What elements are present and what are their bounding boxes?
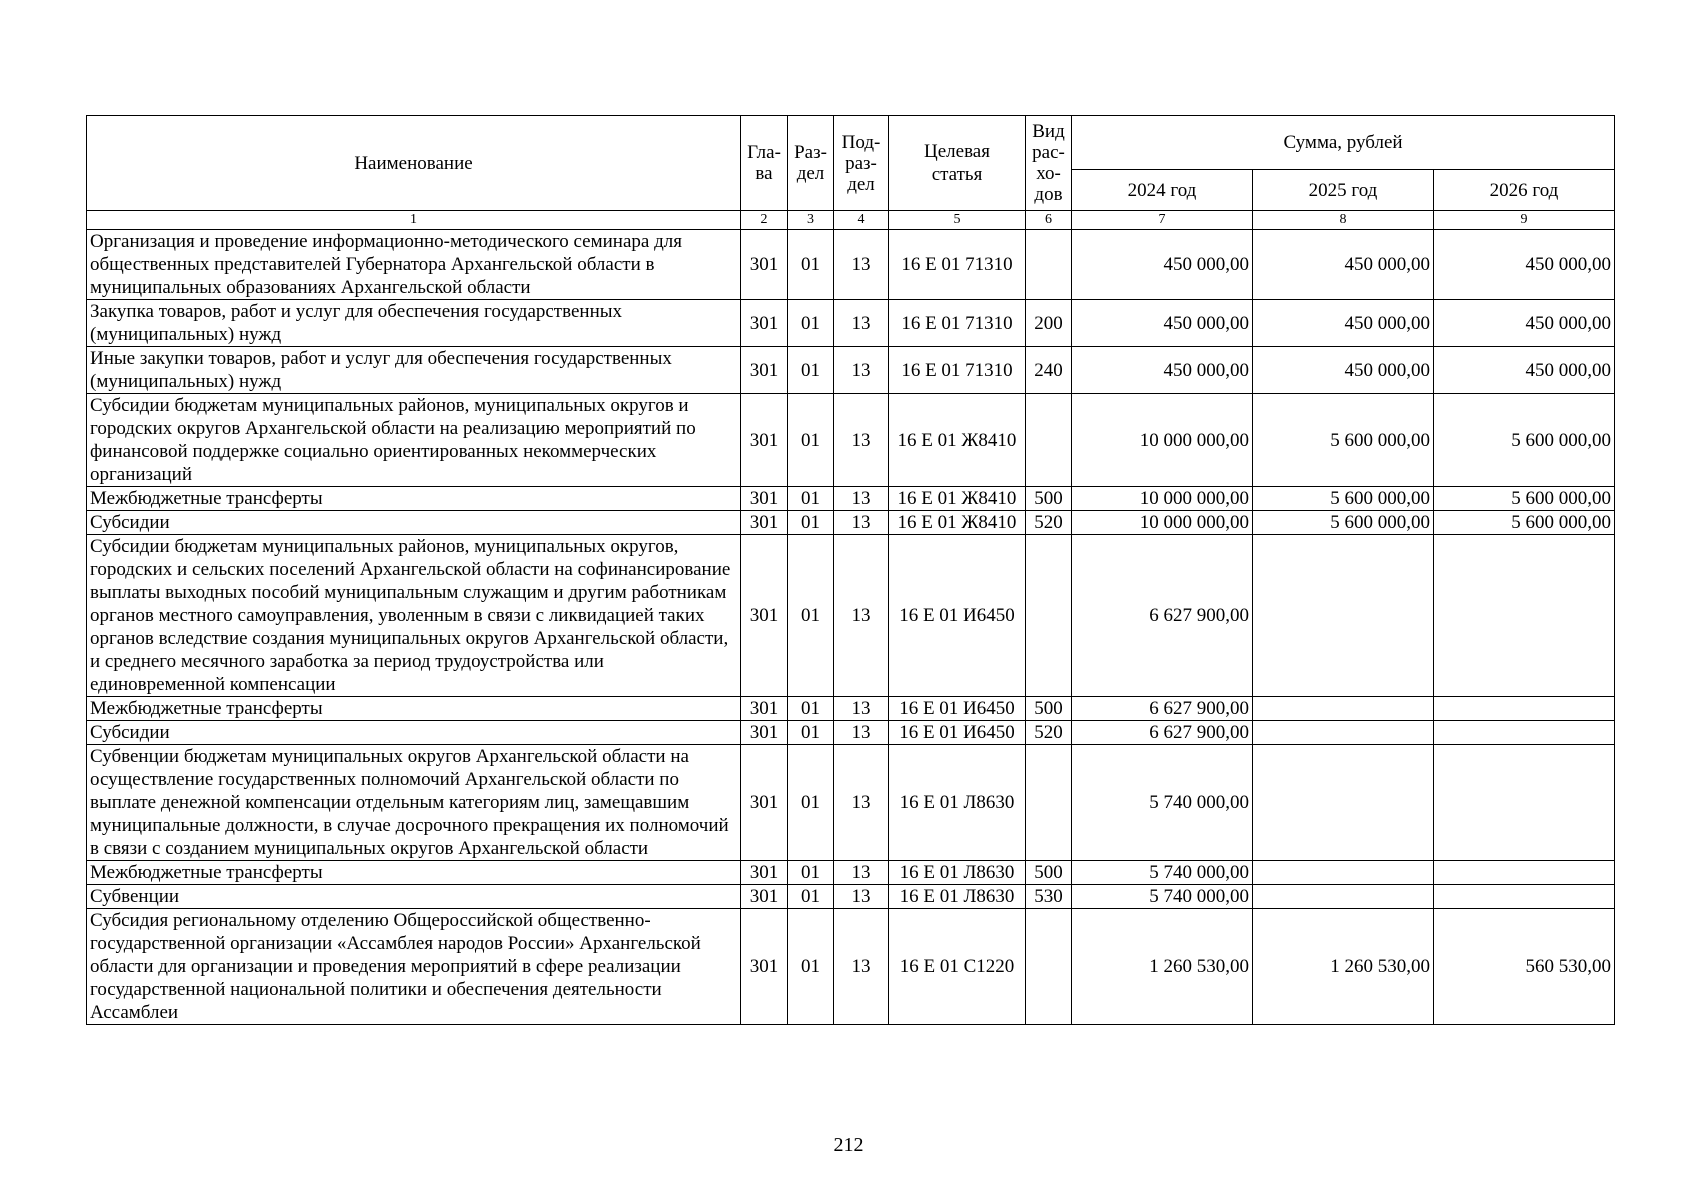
- row-sum-2026: [1434, 697, 1615, 721]
- row-target-article: 16 Е 01 С1220: [889, 909, 1026, 1025]
- row-chapter: 301: [741, 511, 788, 535]
- table-row: [87, 885, 1615, 909]
- row-sum-2026: 5 600 000,00: [1434, 511, 1615, 535]
- row-section: 01: [788, 487, 834, 511]
- row-sum-2024: 1 260 530,00: [1072, 909, 1253, 1025]
- row-expense-type: 500: [1026, 861, 1072, 885]
- row-sum-2025: [1253, 697, 1434, 721]
- row-target-article: 16 Е 01 Ж8410: [889, 487, 1026, 511]
- row-section: 01: [788, 861, 834, 885]
- row-sum-2025: 5 600 000,00: [1253, 394, 1434, 487]
- row-chapter: 301: [741, 721, 788, 745]
- row-subsection: 13: [834, 697, 889, 721]
- column-number: 6: [1026, 211, 1072, 230]
- column-number-row: [87, 211, 1615, 230]
- row-sum-2024: 10 000 000,00: [1072, 394, 1253, 487]
- table-row: [87, 347, 1615, 394]
- row-name: Субвенции бюджетам муниципальных округов Архангельской области на осуществление государственных полномочий Архангельской области по выплате денежной компенсации отдельным категориям лиц, замещавшим муниципальные должности, в случае досрочного прекращения их полномочий в связи с созданием муниципальных округов Архангельской области: [87, 745, 741, 861]
- row-expense-type: [1026, 394, 1072, 487]
- row-sum-2025: 450 000,00: [1253, 300, 1434, 347]
- row-chapter: 301: [741, 535, 788, 697]
- header-chapter: Гла- ва: [741, 116, 788, 211]
- row-target-article: 16 Е 01 Л8630: [889, 885, 1026, 909]
- row-chapter: 301: [741, 300, 788, 347]
- column-number: 7: [1072, 211, 1253, 230]
- row-sum-2026: 450 000,00: [1434, 230, 1615, 300]
- row-section: 01: [788, 721, 834, 745]
- row-sum-2026: [1434, 861, 1615, 885]
- header-name: Наименование: [87, 116, 741, 211]
- row-name: Иные закупки товаров, работ и услуг для обеспечения государственных (муниципальных) нужд: [87, 347, 741, 394]
- table-row: [87, 909, 1615, 1025]
- row-subsection: 13: [834, 394, 889, 487]
- row-target-article: 16 Е 01 Ж8410: [889, 394, 1026, 487]
- row-sum-2024: 5 740 000,00: [1072, 745, 1253, 861]
- row-subsection: 13: [834, 885, 889, 909]
- row-subsection: 13: [834, 861, 889, 885]
- row-sum-2026: 450 000,00: [1434, 300, 1615, 347]
- row-subsection: 13: [834, 909, 889, 1025]
- row-target-article: 16 Е 01 71310: [889, 230, 1026, 300]
- row-sum-2024: 450 000,00: [1072, 300, 1253, 347]
- column-number: 2: [741, 211, 788, 230]
- row-name: Субсидии: [87, 511, 741, 535]
- header-expense-type: Вид рас- хо- дов: [1026, 116, 1072, 211]
- row-chapter: 301: [741, 347, 788, 394]
- header-year-2025: 2025 год: [1253, 170, 1434, 211]
- row-chapter: 301: [741, 230, 788, 300]
- row-section: 01: [788, 909, 834, 1025]
- row-subsection: 13: [834, 745, 889, 861]
- table-row: [87, 300, 1615, 347]
- column-number: 1: [87, 211, 741, 230]
- column-number: 8: [1253, 211, 1434, 230]
- row-sum-2024: 450 000,00: [1072, 347, 1253, 394]
- row-sum-2025: 5 600 000,00: [1253, 487, 1434, 511]
- column-number: 3: [788, 211, 834, 230]
- row-target-article: 16 Е 01 Л8630: [889, 745, 1026, 861]
- table-row: [87, 394, 1615, 487]
- row-expense-type: 500: [1026, 697, 1072, 721]
- row-name: Субсидия региональному отделению Общероссийской общественно-государственной организации «Ассамблея народов России» Архангельской области для организации и проведения мероприятий в сфере реализации государственной национальной политики и обеспечения деятельности Ассамблеи: [87, 909, 741, 1025]
- table-row: [87, 861, 1615, 885]
- row-name: Межбюджетные трансферты: [87, 861, 741, 885]
- budget-table: [86, 115, 1615, 1025]
- row-section: 01: [788, 300, 834, 347]
- table-row: [87, 745, 1615, 861]
- row-subsection: 13: [834, 300, 889, 347]
- row-target-article: 16 Е 01 И6450: [889, 535, 1026, 697]
- row-target-article: 16 Е 01 71310: [889, 347, 1026, 394]
- column-number: 5: [889, 211, 1026, 230]
- row-chapter: 301: [741, 745, 788, 861]
- row-name: Субсидии бюджетам муниципальных районов, муниципальных округов, городских и сельских поселений Архангельской области на софинансирование выплаты выходных пособий муниципальным служащим и другим работникам органов местного самоуправления, уволенным в связи с ликвидацией таких органов вследствие создания муниципальных округов Архангельской области, и среднего месячного заработка за период трудоустройства или единовременной компенсации: [87, 535, 741, 697]
- header-section: Раз- дел: [788, 116, 834, 211]
- row-sum-2024: 10 000 000,00: [1072, 487, 1253, 511]
- row-sum-2024: 5 740 000,00: [1072, 885, 1253, 909]
- row-subsection: 13: [834, 347, 889, 394]
- row-sum-2026: 450 000,00: [1434, 347, 1615, 394]
- row-chapter: 301: [741, 697, 788, 721]
- row-sum-2026: [1434, 885, 1615, 909]
- row-sum-2026: 5 600 000,00: [1434, 487, 1615, 511]
- row-name: Субсидии: [87, 721, 741, 745]
- table-row: [87, 230, 1615, 300]
- header-year-2024: 2024 год: [1072, 170, 1253, 211]
- row-expense-type: 530: [1026, 885, 1072, 909]
- row-section: 01: [788, 745, 834, 861]
- row-sum-2025: 450 000,00: [1253, 230, 1434, 300]
- row-chapter: 301: [741, 861, 788, 885]
- row-sum-2025: 5 600 000,00: [1253, 511, 1434, 535]
- row-expense-type: 240: [1026, 347, 1072, 394]
- row-sum-2026: 5 600 000,00: [1434, 394, 1615, 487]
- row-sum-2024: 450 000,00: [1072, 230, 1253, 300]
- row-subsection: 13: [834, 535, 889, 697]
- row-section: 01: [788, 394, 834, 487]
- row-sum-2025: [1253, 535, 1434, 697]
- table-row: [87, 721, 1615, 745]
- row-chapter: 301: [741, 885, 788, 909]
- row-chapter: 301: [741, 487, 788, 511]
- row-expense-type: [1026, 230, 1072, 300]
- row-expense-type: [1026, 909, 1072, 1025]
- row-chapter: 301: [741, 394, 788, 487]
- row-name: Межбюджетные трансферты: [87, 487, 741, 511]
- row-expense-type: 200: [1026, 300, 1072, 347]
- table-row: [87, 511, 1615, 535]
- row-sum-2026: [1434, 745, 1615, 861]
- table-row: [87, 697, 1615, 721]
- row-sum-2025: [1253, 721, 1434, 745]
- row-target-article: 16 Е 01 71310: [889, 300, 1026, 347]
- table-row: [87, 535, 1615, 697]
- row-section: 01: [788, 347, 834, 394]
- row-section: 01: [788, 697, 834, 721]
- row-section: 01: [788, 230, 834, 300]
- header-sum: Сумма, рублей: [1072, 116, 1615, 170]
- row-subsection: 13: [834, 511, 889, 535]
- row-sum-2025: [1253, 861, 1434, 885]
- row-sum-2025: [1253, 885, 1434, 909]
- row-sum-2025: 1 260 530,00: [1253, 909, 1434, 1025]
- table-row: [87, 487, 1615, 511]
- row-chapter: 301: [741, 909, 788, 1025]
- row-expense-type: 520: [1026, 511, 1072, 535]
- column-number: 9: [1434, 211, 1615, 230]
- row-subsection: 13: [834, 721, 889, 745]
- row-section: 01: [788, 511, 834, 535]
- row-sum-2026: 560 530,00: [1434, 909, 1615, 1025]
- column-number: 4: [834, 211, 889, 230]
- row-target-article: 16 Е 01 Ж8410: [889, 511, 1026, 535]
- row-sum-2024: 10 000 000,00: [1072, 511, 1253, 535]
- row-name: Межбюджетные трансферты: [87, 697, 741, 721]
- header-subsection: Под- раз- дел: [834, 116, 889, 211]
- header-target-article: Целевая статья: [889, 116, 1026, 211]
- row-section: 01: [788, 885, 834, 909]
- row-target-article: 16 Е 01 И6450: [889, 697, 1026, 721]
- row-sum-2025: [1253, 745, 1434, 861]
- row-sum-2026: [1434, 721, 1615, 745]
- row-name: Субсидии бюджетам муниципальных районов, муниципальных округов и городских округов Архангельской области на реализацию мероприятий по финансовой поддержке социально ориентированных некоммерческих организаций: [87, 394, 741, 487]
- row-sum-2024: 6 627 900,00: [1072, 535, 1253, 697]
- row-expense-type: [1026, 745, 1072, 861]
- row-sum-2024: 6 627 900,00: [1072, 721, 1253, 745]
- row-section: 01: [788, 535, 834, 697]
- row-target-article: 16 Е 01 Л8630: [889, 861, 1026, 885]
- row-target-article: 16 Е 01 И6450: [889, 721, 1026, 745]
- row-name: Организация и проведение информационно-методического семинара для общественных представителей Губернатора Архангельской области в муниципальных образованиях Архангельской области: [87, 230, 741, 300]
- row-expense-type: 520: [1026, 721, 1072, 745]
- row-name: Субвенции: [87, 885, 741, 909]
- row-name: Закупка товаров, работ и услуг для обеспечения государственных (муниципальных) нужд: [87, 300, 741, 347]
- row-sum-2024: 5 740 000,00: [1072, 861, 1253, 885]
- page-number: 212: [833, 1134, 864, 1156]
- row-sum-2025: 450 000,00: [1253, 347, 1434, 394]
- row-expense-type: 500: [1026, 487, 1072, 511]
- row-subsection: 13: [834, 230, 889, 300]
- row-sum-2026: [1434, 535, 1615, 697]
- row-expense-type: [1026, 535, 1072, 697]
- row-subsection: 13: [834, 487, 889, 511]
- header-year-2026: 2026 год: [1434, 170, 1615, 211]
- row-sum-2024: 6 627 900,00: [1072, 697, 1253, 721]
